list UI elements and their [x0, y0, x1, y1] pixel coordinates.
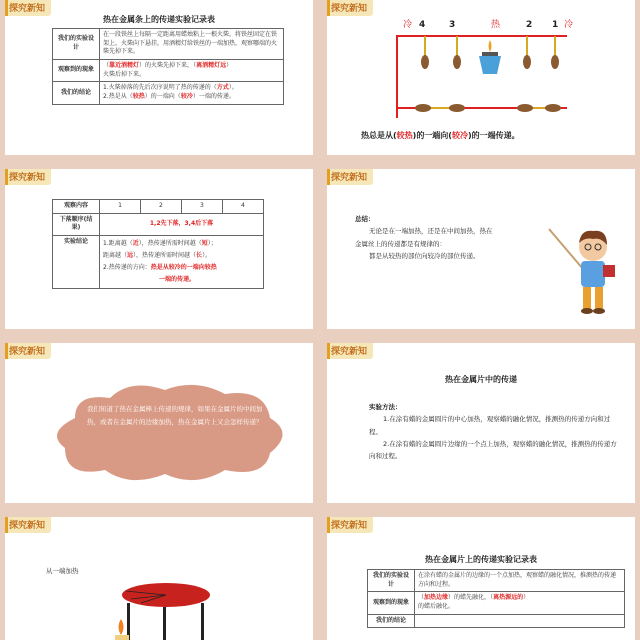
row-head-conclusion: 我们的结论: [368, 614, 415, 628]
row-design-body: 在涂有蜡的金属片的边缘的一个点加热，观察蜡的融化情况，推测热的传递方向和过程。: [415, 570, 625, 592]
heat-diagram: [327, 0, 635, 130]
label-hot: 热: [491, 20, 501, 30]
row-head-conclusion: 我们的结论: [53, 82, 100, 104]
section-tag: 探究新知: [327, 0, 373, 16]
row-head-design: 我们的实验设计: [368, 570, 415, 592]
teacher-illustration: [547, 219, 627, 319]
row-head-design: 我们的实验设计: [53, 29, 100, 60]
slide-8: [327, 517, 635, 640]
fallen-match-3: [517, 104, 533, 112]
slide-2: [327, 0, 635, 155]
result-body: 1.距离越（近），热传递所需时间越（短）； 距离越（远），热传递所需时间越（长）。 2.热传递的方向：热是从较冷的一端向较热 一端的传递。: [100, 236, 264, 289]
slide-1: [5, 0, 313, 155]
section-tag: 探究新知: [327, 343, 373, 359]
summary-text: 总结： 无论是在一端加热，还是在中间加热，热在 金属丝上的传递都是有规律的： 都是从较热的部位向较冷的部位传递。: [355, 215, 493, 261]
slide-title: 热在金属片上的传递实验记录表: [425, 555, 537, 564]
label-cold-right: 冷: [564, 20, 574, 30]
match-head-1: [421, 55, 429, 69]
cloud-text: 我们知道了热在金属棒上传递的规律，如果在金属片的中间加热，或者在金属片的边缘加热，热在金属片上又会怎样传递？: [87, 405, 263, 426]
metal-plate-diagram: [111, 583, 221, 640]
order-answer: 1,2先下落，3,4后下落: [100, 213, 264, 235]
fallen-match-2: [449, 104, 465, 112]
section-tag: 探究新知: [327, 517, 373, 533]
observation-table: 观察内容 1 2 3 4 下落顺序(结果) 1,2先下落，3,4后下落 实验结论 1.距离越（近），热传递所需时间越（短）； 距离越（远），热传递所需时间越（长）。 2.热传递的方向：热是从较冷的一端向较热 一端的传递。: [52, 199, 264, 289]
slide-title: 热在金属片中的传递: [445, 375, 517, 384]
fallen-match-4: [545, 104, 561, 112]
slide-3: [5, 169, 313, 329]
col-head: 观察内容: [53, 200, 100, 214]
row-head-order: 下落顺序(结果): [53, 213, 100, 235]
record-table: [52, 28, 284, 105]
label-4: 4: [419, 20, 426, 30]
record-table: [367, 569, 625, 628]
heating-label: 从一端加热: [46, 567, 79, 575]
slide-6: [327, 343, 635, 503]
section-tag: 探究新知: [327, 169, 373, 185]
row-phenomenon-body: （加热边缘）的蜡先融化，（离热源远的） 的蜡后融化。: [415, 592, 625, 614]
slide-5: [5, 343, 313, 503]
label-1: 1: [552, 20, 559, 30]
thought-cloud: [35, 378, 305, 488]
fallen-match-1: [415, 104, 431, 112]
row-phenomenon-body: （靠近酒精灯）的火柴先掉下来，（离酒精灯远） 火柴后掉下来。: [100, 60, 284, 82]
answer-near: 靠近酒精灯: [109, 62, 140, 70]
row-design-body: 在一段铁丝上每隔一定距离用蜡烛粘上一根火柴，将铁丝固定在铁架上，火柴向下悬挂，用酒精灯给铁丝的一端加热，观察哪端的火柴先掉下来。: [100, 29, 284, 60]
section-tag: 探究新知: [5, 0, 51, 16]
row-head-phenomenon: 观察到的现象: [53, 60, 100, 82]
method-text: 实验方法： 1.在涂有蜡的金属圆片的中心加热，观察蜡的融化情况，推测热的传递方向和过程。 2.在涂有蜡的金属圆片边缘的一个点上加热，观察蜡的融化情况，推测热的传递方向和过程。: [369, 403, 617, 461]
row-head-phenomenon: 观察到的现象: [368, 592, 415, 614]
row-head-result: 实验结论: [53, 236, 100, 289]
section-tag: 探究新知: [5, 169, 51, 185]
answer-far: 离酒精灯远: [196, 62, 227, 70]
row-conclusion-body: 1.火柴掉落的先后次序说明了热的传递的（方式）。 2.热是从（较热）的一端向（较冷）一端的传递。: [100, 82, 284, 104]
slide-4: [327, 169, 635, 329]
match-head-3: [523, 55, 531, 69]
label-2: 2: [526, 20, 533, 30]
section-tag: 探究新知: [5, 517, 51, 533]
section-tag: 探究新知: [5, 343, 51, 359]
slide-title: 热在金属条上的传递实验记录表: [103, 15, 215, 24]
slide-7: [5, 517, 313, 640]
label-cold-left: 冷: [403, 20, 413, 30]
alcohol-lamp-icon: [479, 40, 501, 74]
label-3: 3: [449, 20, 456, 30]
match-head-2: [453, 55, 461, 69]
match-head-4: [551, 55, 559, 69]
s2-caption: 热总是从(较热)的一端向(较冷)的一端传递。: [361, 131, 520, 140]
